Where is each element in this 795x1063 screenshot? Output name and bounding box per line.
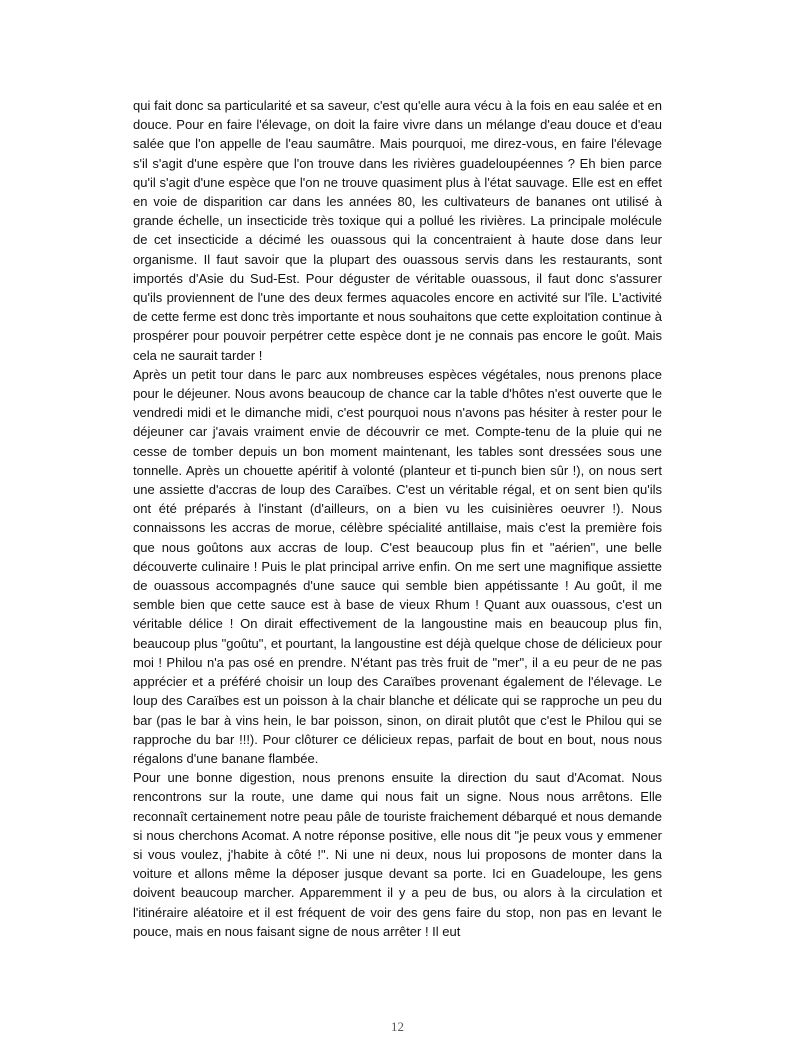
paragraph-saut-acomat: Pour une bonne digestion, nous prenons ensuite la direction du saut d'Acomat. Nous rencontrons sur la route, une dame qui nous fait un signe. Nous nous arrêtons. Elle reconnaît certainement notre peau pâle de touriste fraichement débarqué et nous demande si nous cherchons Acomat. A notre réponse positive, elle nous dit "je peux vous y emmener si vous voulez, j'habite à côté !". Ni une ni deux, nous lui proposons de monter dans la voiture et allons même la déposer jusque devant sa porte. Ici en Guadeloupe, les gens doivent beaucoup marcher. Apparemment il y a peu de bus, ou alors à la circulation et l'itinéraire aléatoire et il est fréquent de voir des gens faire du stop, non pas en levant le pouce, mais en nous faisant signe de nous arrêter ! Il eut bbox=[133, 770, 662, 939]
page-number: 12 bbox=[391, 1019, 404, 1034]
paragraph-ouassous-farming: qui fait donc sa particularité et sa saveur, c'est qu'elle aura vécu à la fois en eau salée et en douce. Pour en faire l'élevage, on doit la faire vivre dans un mélange d'eau douce et d'eau salée que l'on appelle de l'eau saumâtre. Mais pourquoi, me direz-vous, en faire l'élevage s'il s'agit d'une espère que l'on trouve dans les rivières guadeloupéennes ? Eh bien parce qu'il s'agit d'une espèce que l'on ne trouve quasiment plus à l'état sauvage. Elle est en effet en voie de disparition car dans les années 80, les cultivateurs de bananes ont utilisé à grande échelle, un insecticide très toxique qui a pollué les rivières. La principale molécule de cet insecticide a décimé les ouassous qui la concentraient à haute dose dans leur organisme. Il faut savoir que la plupart des ouassous servis dans les restaurants, sont importés d'Asie du Sud-Est. Pour déguster de véritable ouassous, il faut donc s'assurer qu'ils proviennent de l'une des deux fermes aquacoles encore en activité sur l'île. L'activité de cette ferme est donc très importante et nous souhaitons que cette exploitation continue à prospérer pour pouvoir perpétrer cette espèce dont je ne connais pas encore le goût. Mais cela ne saurait tarder ! bbox=[133, 98, 662, 363]
paragraph-lunch: Après un petit tour dans le parc aux nombreuses espèces végétales, nous prenons place pour le déjeuner. Nous avons beaucoup de chance car la table d'hôtes n'est ouverte que le vendredi midi et le dimanche midi, c'est pourquoi nous n'avons pas hésiter à rester pour le déjeuner car j'avais vraiment envie de découvrir ce met. Compte-tenu de la pluie qui ne cesse de tomber depuis un bon moment maintenant, les tables sont dressées sous une tonnelle. Après un chouette apéritif à volonté (planteur et ti-punch bien sûr !), on nous sert une assiette d'accras de loup des Caraïbes. C'est un véritable régal, et on sent bien qu'ils ont été préparés à l'instant (d'ailleurs, on a bien vu les cuisinières oeuvrer !). Nous connaissons les accras de morue, célèbre spécialité antillaise, mais c'est la première fois que nous goûtons aux accras de loup. C'est beaucoup plus fin et "aérien", une belle découverte culinaire ! Puis le plat principal arrive enfin. On me sert une magnifique assiette de ouassous accompagnés d'une sauce qui semble bien appétissante ! Au goût, il me semble bien que cette sauce est à base de vieux Rhum ! Quant aux ouassous, c'est un véritable délice ! On dirait effectivement de la langoustine mais en beaucoup plus fin, beaucoup plus "goûtu", et pourtant, la langoustine est déjà quelque chose de délicieux pour moi ! Philou n'a pas osé en prendre. N'étant pas très fruit de "mer", il a eu peur de ne pas apprécier et a préféré choisir un loup des Caraïbes provenant également de l'élevage. Le loup des Caraïbes est un poisson à la chair blanche et délicate qui se rapproche un peu du bar (pas le bar à vins hein, le bar poisson, sinon, on dirait plutôt que c'est le Philou qui se rapproche du bar !!!). Pour clôturer ce délicieux repas, parfait de bout en bout, nous nous régalons d'une banane flambée. bbox=[133, 366, 662, 766]
body-text bbox=[133, 96, 662, 941]
